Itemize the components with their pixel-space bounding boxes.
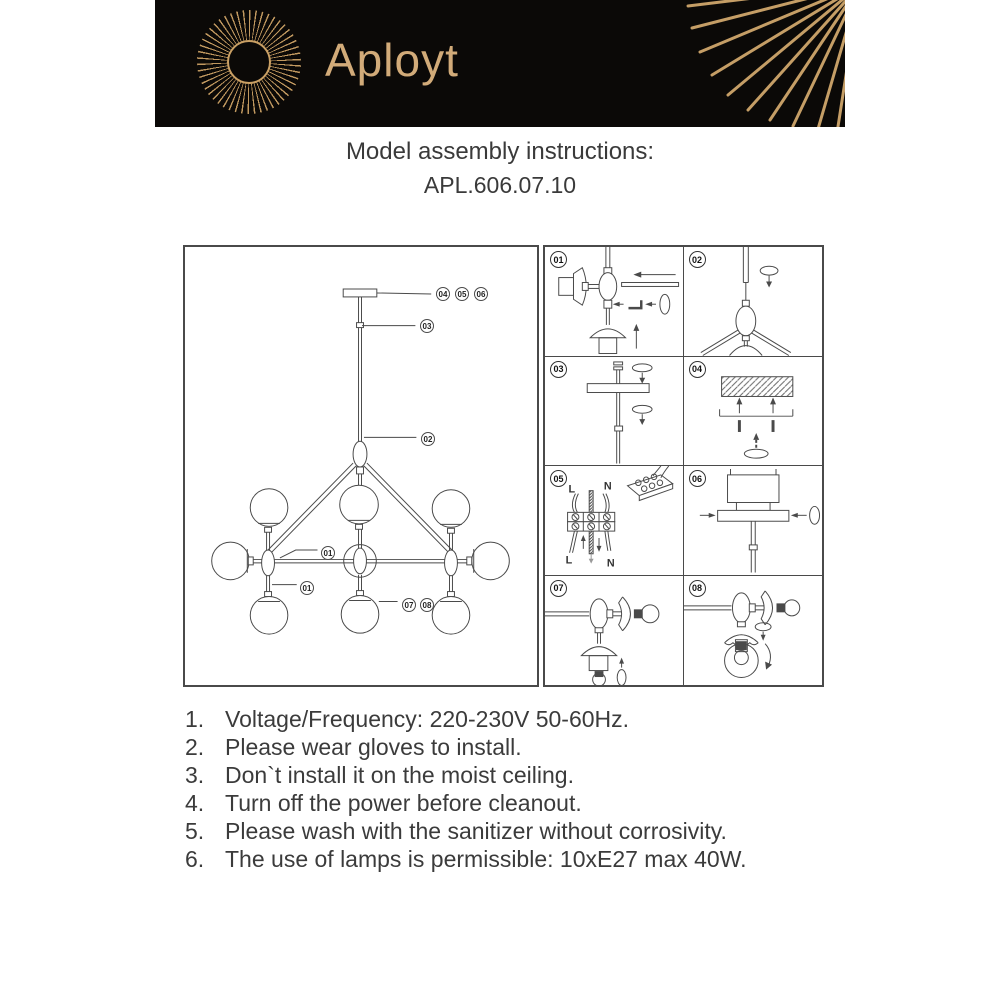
- starburst-icon: [197, 10, 301, 114]
- callout-05: 05: [455, 287, 469, 301]
- wire-label-N-top: N: [603, 480, 612, 493]
- brand-name: Aployt: [325, 34, 459, 86]
- model-number: APL.606.07.10: [423, 172, 577, 198]
- step-cell-01: [545, 247, 684, 357]
- list-item: [185, 789, 845, 817]
- list-item-text: Turn off the power before cleanout.: [225, 790, 582, 816]
- callout-07: 07: [402, 598, 416, 612]
- list-item-text: Please wear gloves to install.: [225, 734, 522, 760]
- starburst-center-ring: [227, 40, 271, 84]
- list-item-number: 5.: [185, 818, 205, 844]
- brand-banner: [155, 0, 845, 127]
- wire-label-L-bottom: L: [565, 554, 573, 567]
- list-item: [185, 817, 845, 845]
- callout-03: 03: [420, 319, 434, 333]
- title-block: [0, 138, 1000, 199]
- rays-decoration-icon: [645, 0, 845, 127]
- step-cell-08: [684, 576, 823, 686]
- instruction-list: [185, 705, 845, 873]
- chandelier-drawing: [185, 247, 537, 685]
- step-cell-03: [545, 357, 684, 467]
- step-cell-04: [684, 357, 823, 467]
- callout-01b: 01: [300, 581, 314, 595]
- step-number-badge: 02: [689, 251, 706, 268]
- callout-01a: 01: [321, 546, 335, 560]
- list-item: [185, 705, 845, 733]
- step-number-badge: 06: [689, 470, 706, 487]
- list-item-text: Please wash with the sanitizer without corrosivity.: [225, 818, 727, 844]
- chandelier-diagram: [183, 245, 539, 687]
- step-cell-02: [684, 247, 823, 357]
- list-item-text: Don`t install it on the moist ceiling.: [225, 762, 574, 788]
- list-item: [185, 761, 845, 789]
- list-item-number: 1.: [185, 706, 205, 732]
- assembly-steps-grid: [543, 245, 824, 687]
- wire-label-L-top: L: [568, 483, 576, 496]
- wire-label-N-bottom: N: [606, 557, 615, 570]
- list-item-text: Voltage/Frequency: 220-230V 50-60Hz.: [225, 706, 630, 732]
- list-item-number: 4.: [185, 790, 205, 816]
- step-number-badge: 01: [550, 251, 567, 268]
- callout-02: 02: [421, 432, 435, 446]
- step-number-badge: 04: [689, 361, 706, 378]
- list-item: [185, 733, 845, 761]
- step-number-badge: 08: [689, 580, 706, 597]
- callout-06: 06: [474, 287, 488, 301]
- list-item-number: 6.: [185, 846, 205, 872]
- step-cell-06: [684, 466, 823, 576]
- step-cell-07: [545, 576, 684, 686]
- page-title: Model assembly instructions:: [345, 138, 655, 165]
- list-item-number: 3.: [185, 762, 205, 788]
- step-cell-05: [545, 466, 684, 576]
- list-item: [185, 845, 845, 873]
- step-number-badge: 07: [550, 580, 567, 597]
- step-number-badge: 05: [550, 470, 567, 487]
- step-number-badge: 03: [550, 361, 567, 378]
- callout-04: 04: [436, 287, 450, 301]
- list-item-number: 2.: [185, 734, 205, 760]
- callout-08: 08: [420, 598, 434, 612]
- list-item-text: The use of lamps is permissible: 10xE27 max 40W.: [225, 846, 747, 872]
